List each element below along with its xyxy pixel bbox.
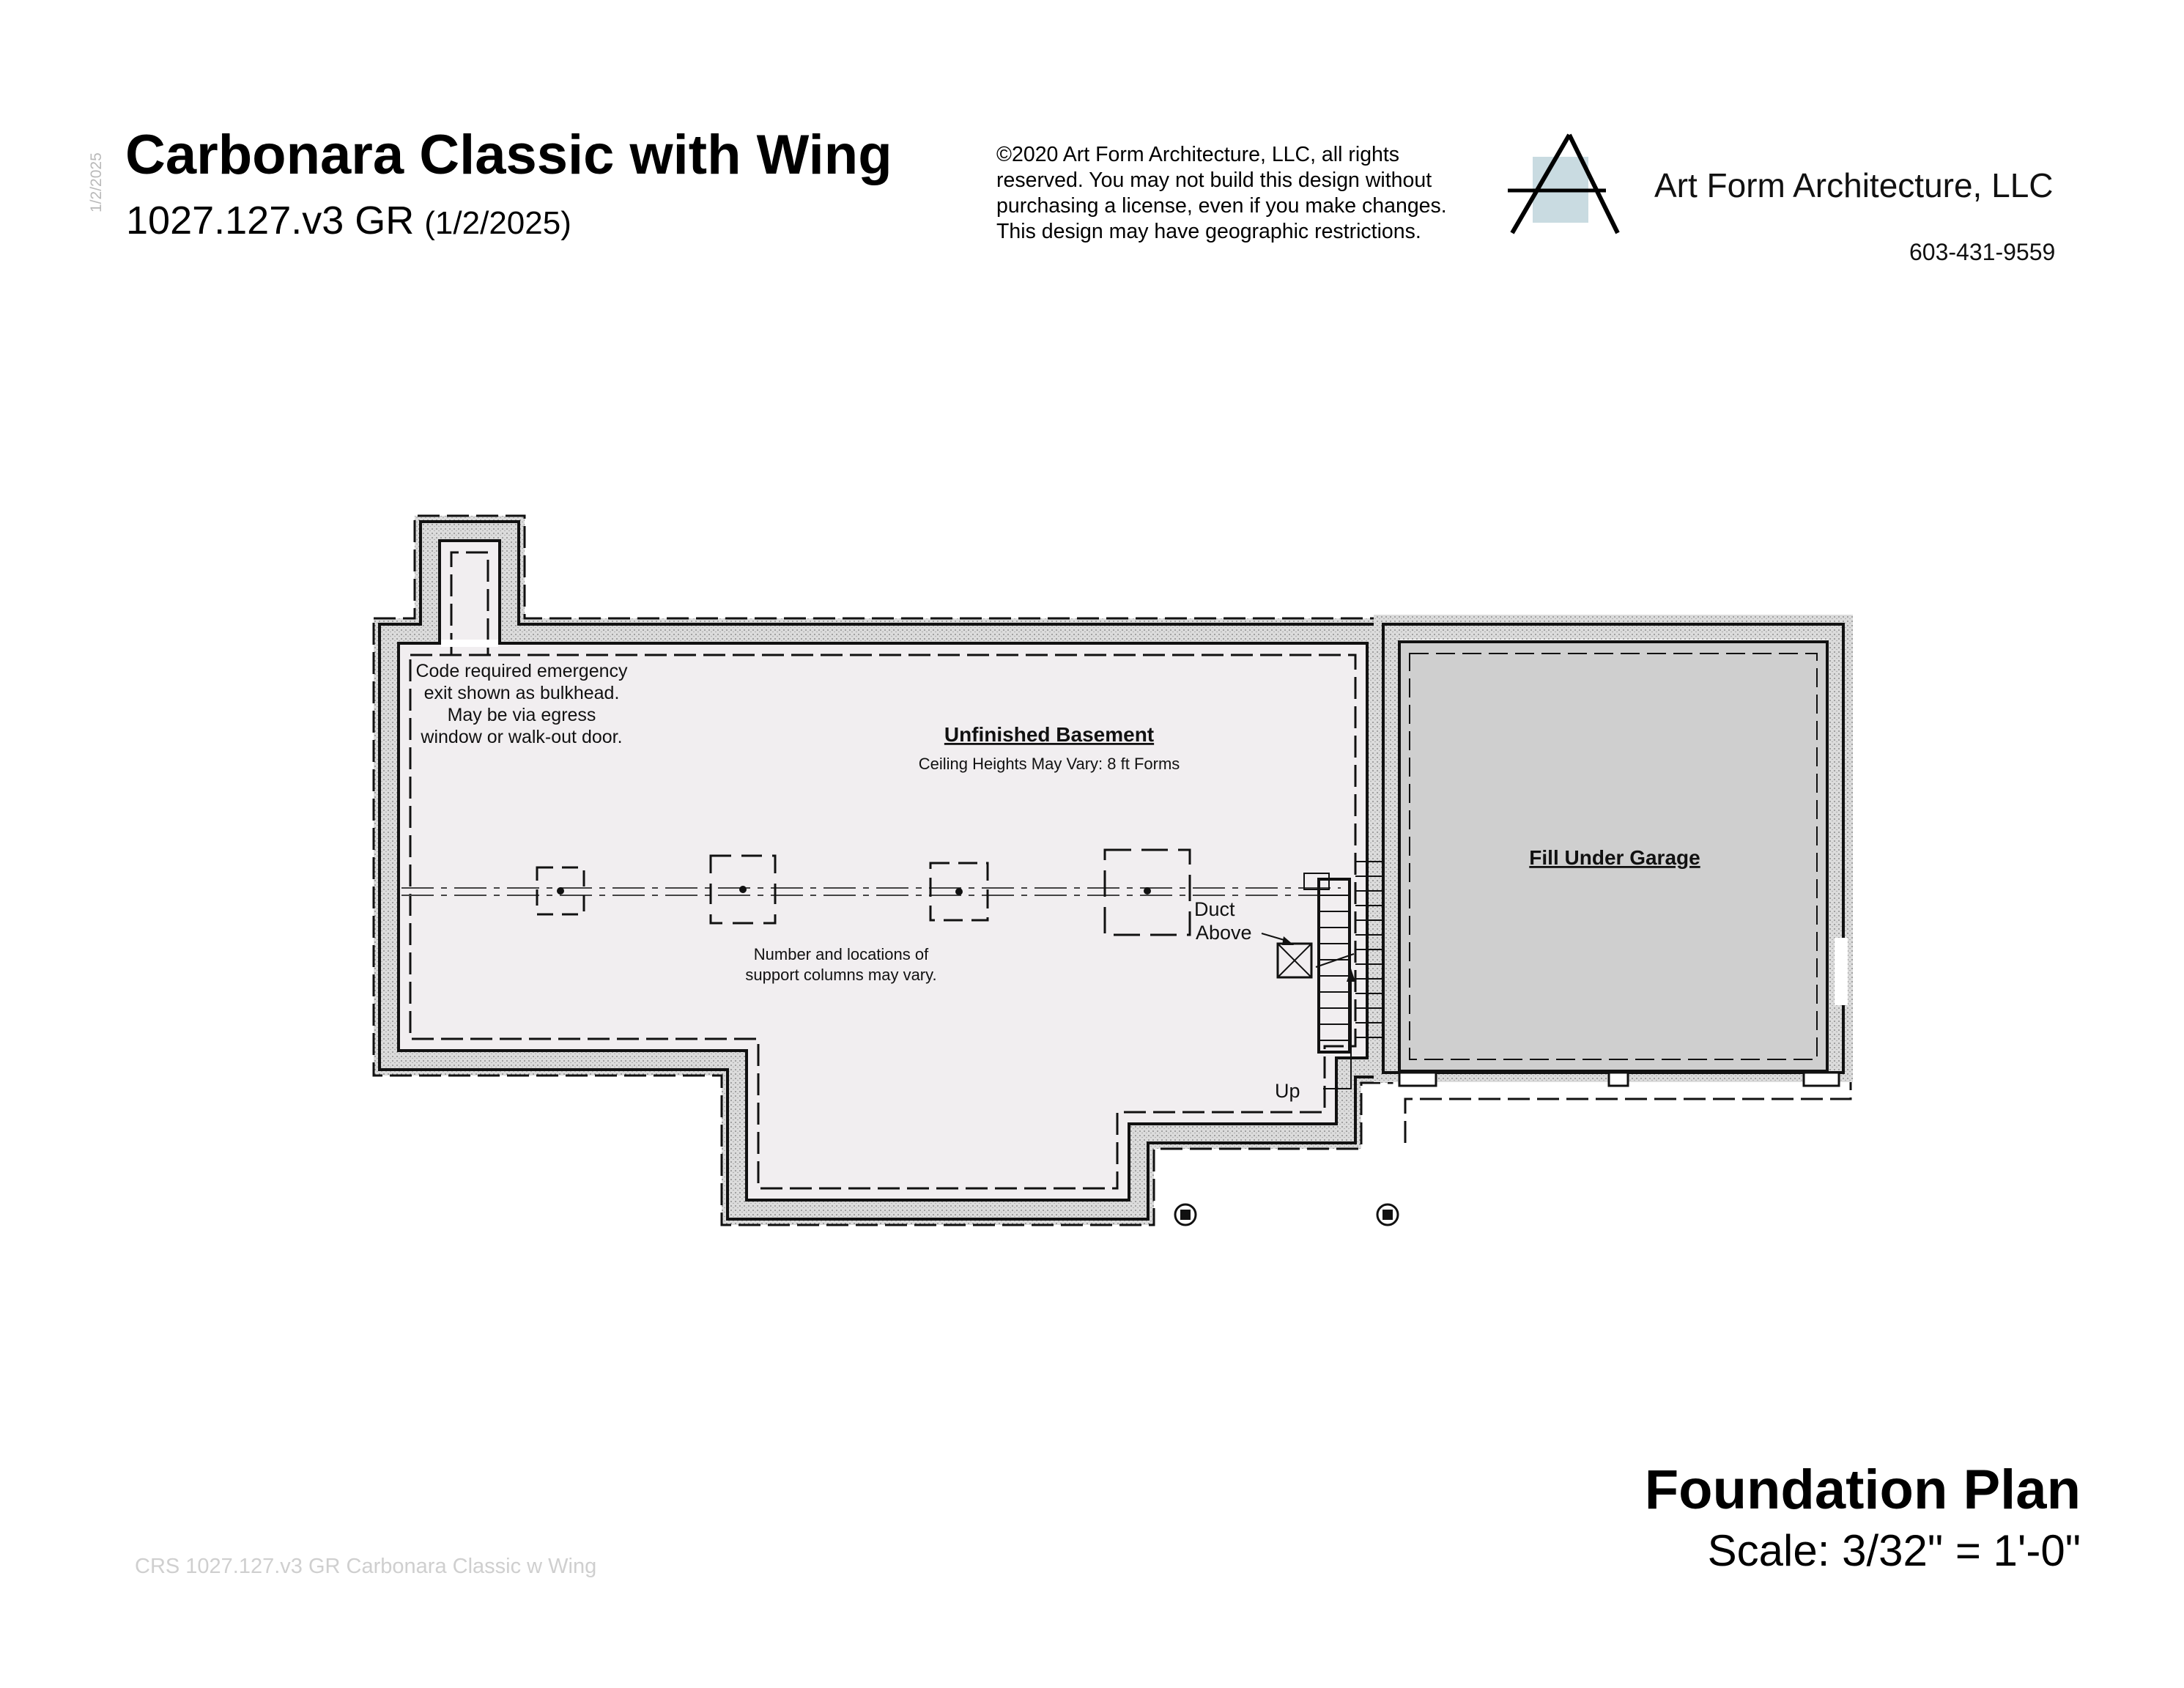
plan-code-number: 1027.127.v3 GR: [126, 199, 415, 243]
side-date-stamp: 1/2/2025: [88, 152, 105, 212]
garage-pier-right: [1804, 1073, 1839, 1086]
garage-pier-middle: [1609, 1073, 1628, 1086]
firm-phone: 603-431-9559: [1909, 239, 2056, 265]
column-note-line: support columns may vary.: [745, 966, 937, 984]
exterior-post: [1175, 1204, 1196, 1225]
egress-note-line: window or walk-out door.: [421, 727, 623, 747]
plan-date: (1/2/2025): [424, 205, 571, 241]
column-note-line: Number and locations of: [753, 945, 929, 963]
firm-name: Art Form Architecture, LLC: [1654, 166, 2054, 204]
garage-label: Fill Under Garage: [1529, 846, 1700, 869]
exterior-post: [1377, 1204, 1398, 1225]
garage-pier-left: [1399, 1073, 1436, 1086]
basement-note: Ceiling Heights May Vary: 8 ft Forms: [918, 755, 1180, 773]
copyright-line: reserved. You may not build this design without: [996, 169, 1432, 192]
plan-title: Carbonara Classic with Wing: [125, 124, 892, 186]
copyright-line: This design may have geographic restrictions.: [996, 220, 1421, 243]
copyright-line: purchasing a license, even if you make changes.: [996, 194, 1447, 218]
copyright-line: ©2020 Art Form Architecture, LLC, all rights: [996, 143, 1400, 166]
sheet-scale: Scale: 3/32" = 1'-0": [1707, 1526, 2081, 1575]
egress-note-line: May be via egress: [447, 705, 596, 725]
garage-door-opening: [1835, 938, 1848, 1005]
sheet-title: Foundation Plan: [1644, 1459, 2081, 1521]
duct-label-line: Above: [1196, 922, 1252, 944]
stair-up-label: Up: [1275, 1080, 1300, 1102]
egress-note-line: exit shown as bulkhead.: [423, 683, 620, 703]
file-label: CRS 1027.127.v3 GR Carbonara Classic w Wing: [135, 1555, 597, 1578]
basement-label: Unfinished Basement: [944, 723, 1155, 746]
duct-label-line: Duct: [1194, 898, 1235, 920]
egress-note-line: Code required emergency: [415, 661, 628, 681]
